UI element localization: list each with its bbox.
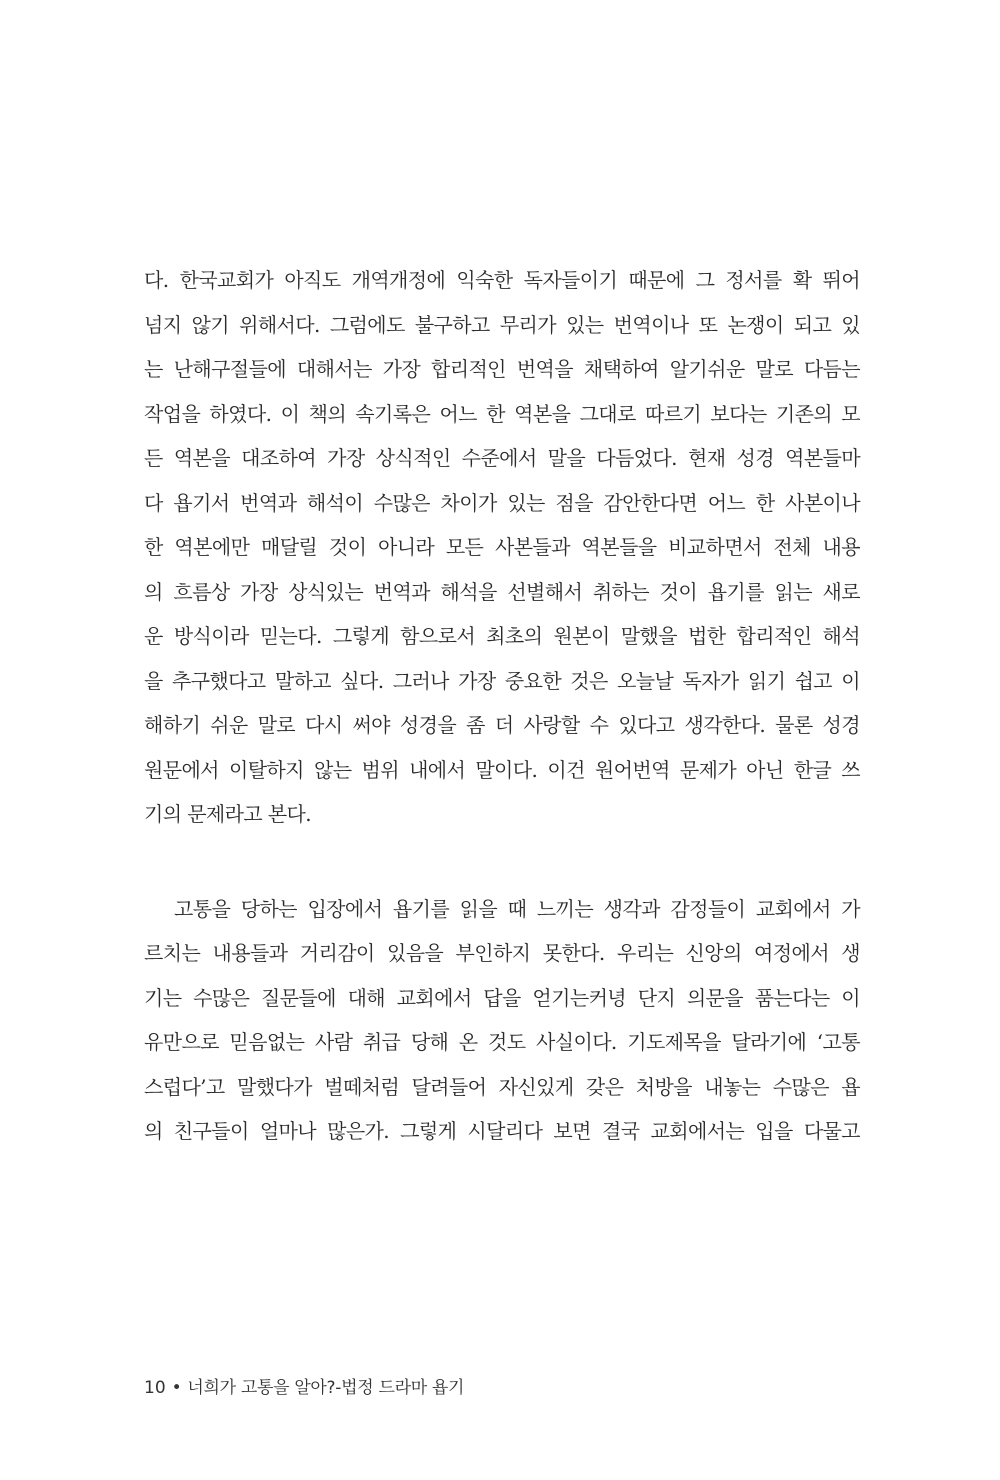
text-line: 작업을 하였다. 이 책의 속기록은 어느 한 역본을 그대로 따르기 보다는 기존의 모 — [144, 401, 860, 426]
text-line: 원문에서 이탈하지 않는 범위 내에서 말이다. 이건 원어번역 문제가 아닌 한글 쓰 — [144, 757, 860, 782]
body-text — [144, 258, 860, 1154]
text-line: 넘지 않기 위해서다. 그럼에도 불구하고 무리가 있는 번역이나 또 논쟁이 되고 있 — [144, 312, 860, 337]
text-line: 유만으로 믿음없는 사람 취급 당해 온 것도 사실이다. 기도제목을 달라기에 ‘고통 — [144, 1030, 860, 1054]
paragraph-spacer — [144, 837, 860, 887]
text-line: 든 역본을 대조하여 가장 상식적인 수준에서 말을 다듬었다. 현재 성경 역본들마 — [144, 446, 860, 470]
text-line: 을 추구했다고 말하고 싶다. 그러나 가장 중요한 것은 오늘날 독자가 읽기 쉽고 이 — [144, 668, 860, 693]
text-line: 한 역본에만 매달릴 것이 아니라 모든 사본들과 역본들을 비교하면서 전체 내용 — [144, 535, 860, 559]
text-line: 스럽다’고 말했다가 벌떼처럼 달려들어 자신있게 갖은 처방을 내놓는 수많은 욥 — [144, 1074, 860, 1099]
text-line: 르치는 내용들과 거리감이 있음을 부인하지 못한다. 우리는 신앙의 여정에서 생 — [144, 941, 860, 965]
paragraph-1 — [144, 258, 860, 837]
text-line: 는 난해구절들에 대해서는 가장 합리적인 번역을 채택하여 알기쉬운 말로 다듬는 — [144, 357, 860, 381]
page-number: 10 — [144, 1378, 166, 1398]
footer-separator: • — [171, 1378, 182, 1398]
text-line: 운 방식이라 믿는다. 그렇게 함으로서 최초의 원본이 말했을 법한 합리적인 해석 — [144, 624, 860, 648]
text-line: 기는 수많은 질문들에 대해 교회에서 답을 얻기는커녕 단지 의문을 품는다는 이 — [144, 985, 860, 1010]
text-line: 의 친구들이 얼마나 많은가. 그렇게 시달리다 보면 결국 교회에서는 입을 다물고 — [144, 1119, 860, 1143]
text-line: 고통을 당하는 입장에서 욥기를 읽을 때 느끼는 생각과 감정들이 교회에서 가 — [174, 896, 860, 921]
book-title: 너희가 고통을 알아?-법정 드라마 욥기 — [187, 1378, 465, 1398]
text-line: 해하기 쉬운 말로 다시 써야 성경을 좀 더 사랑할 수 있다고 생각한다. 물론 성경 — [144, 713, 860, 737]
text-line: 기의 문제라고 본다. — [144, 802, 312, 826]
text-line: 다. 한국교회가 아직도 개역개정에 익숙한 독자들이기 때문에 그 정서를 확 뛰어 — [144, 268, 860, 292]
text-line: 의 흐름상 가장 상식있는 번역과 해석을 선별해서 취하는 것이 욥기를 읽는 새로 — [144, 579, 860, 604]
paragraph-2 — [144, 887, 860, 1154]
page-footer — [144, 1373, 464, 1398]
text-line: 다 욥기서 번역과 해석이 수많은 차이가 있는 점을 감안한다면 어느 한 사본이나 — [144, 490, 860, 515]
